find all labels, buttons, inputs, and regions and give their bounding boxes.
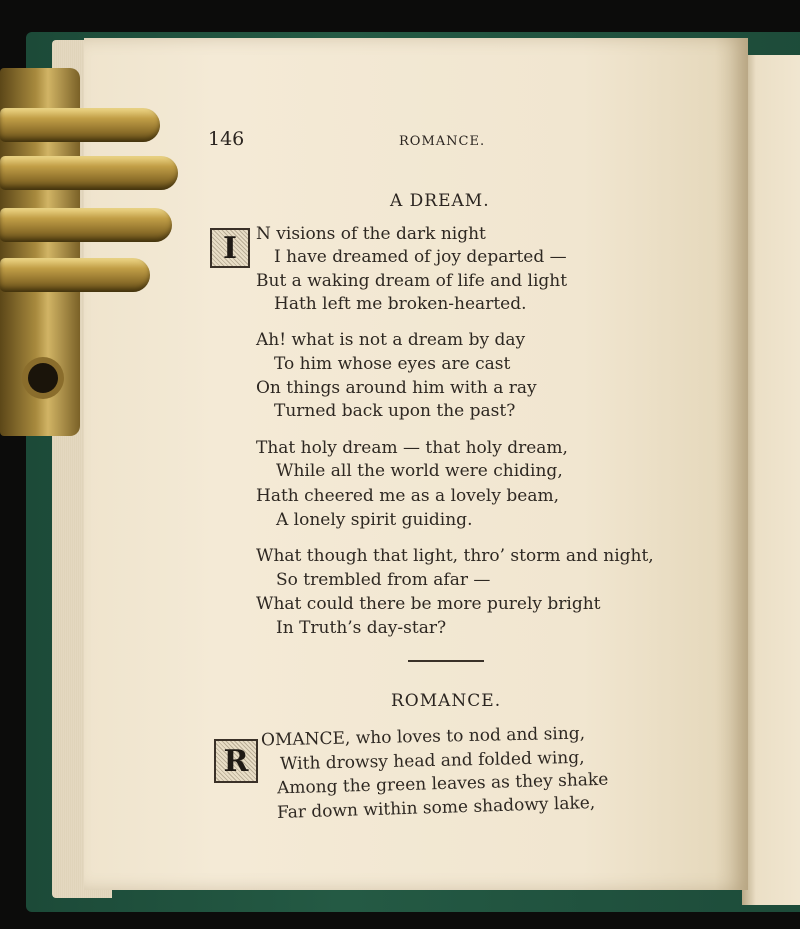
poem-line: To him whose eyes are cast — [274, 354, 511, 374]
poem-title: ROMANCE. — [391, 691, 502, 711]
clip-finger — [0, 258, 150, 292]
poem-title: A DREAM. — [390, 191, 490, 211]
poem-line: But a waking dream of life and light — [256, 271, 568, 291]
poem-line: OMANCE, who loves to nod and sing, — [260, 723, 586, 751]
clip-screw-hole — [28, 363, 58, 393]
drop-cap: I — [210, 228, 250, 268]
poem-line: So trembled from afar — — [276, 570, 491, 590]
clip-finger — [0, 156, 178, 190]
poem-line: In Truth’s day-star? — [276, 618, 447, 638]
poem-line: Ah! what is not a dream by day — [256, 330, 526, 350]
poem-line: What though that light, thro’ storm and night, — [256, 546, 654, 566]
poem-line: That holy dream — that holy dream, — [256, 438, 568, 458]
poem-line: N visions of the dark night — [256, 224, 486, 244]
right-page-edge — [742, 55, 800, 905]
poem-line: Turned back upon the past? — [274, 401, 516, 421]
poem-line: I have dreamed of joy departed — — [274, 247, 567, 267]
poem-line: Far down within some shadowy lake, — [276, 793, 596, 823]
poem-line: While all the world were chiding, — [276, 461, 563, 481]
section-divider — [408, 660, 484, 662]
clip-finger — [0, 108, 160, 142]
poem-line: Hath left me broken-hearted. — [274, 294, 527, 314]
poem-line: With drowsy head and folded wing, — [279, 747, 585, 775]
poem-line: What could there be more purely bright — [256, 594, 601, 614]
clip-finger — [0, 208, 172, 242]
poem-line: Among the green leaves as they shake — [276, 769, 609, 799]
poem-line: On things around him with a ray — [256, 378, 537, 398]
drop-cap: R — [214, 739, 258, 783]
poem-line: A lonely spirit guiding. — [276, 510, 473, 530]
poem-line: Hath cheered me as a lovely beam, — [256, 486, 559, 506]
page-number: 146 — [208, 128, 245, 150]
running-head: ROMANCE. — [399, 134, 486, 149]
brass-page-clip — [0, 68, 185, 436]
